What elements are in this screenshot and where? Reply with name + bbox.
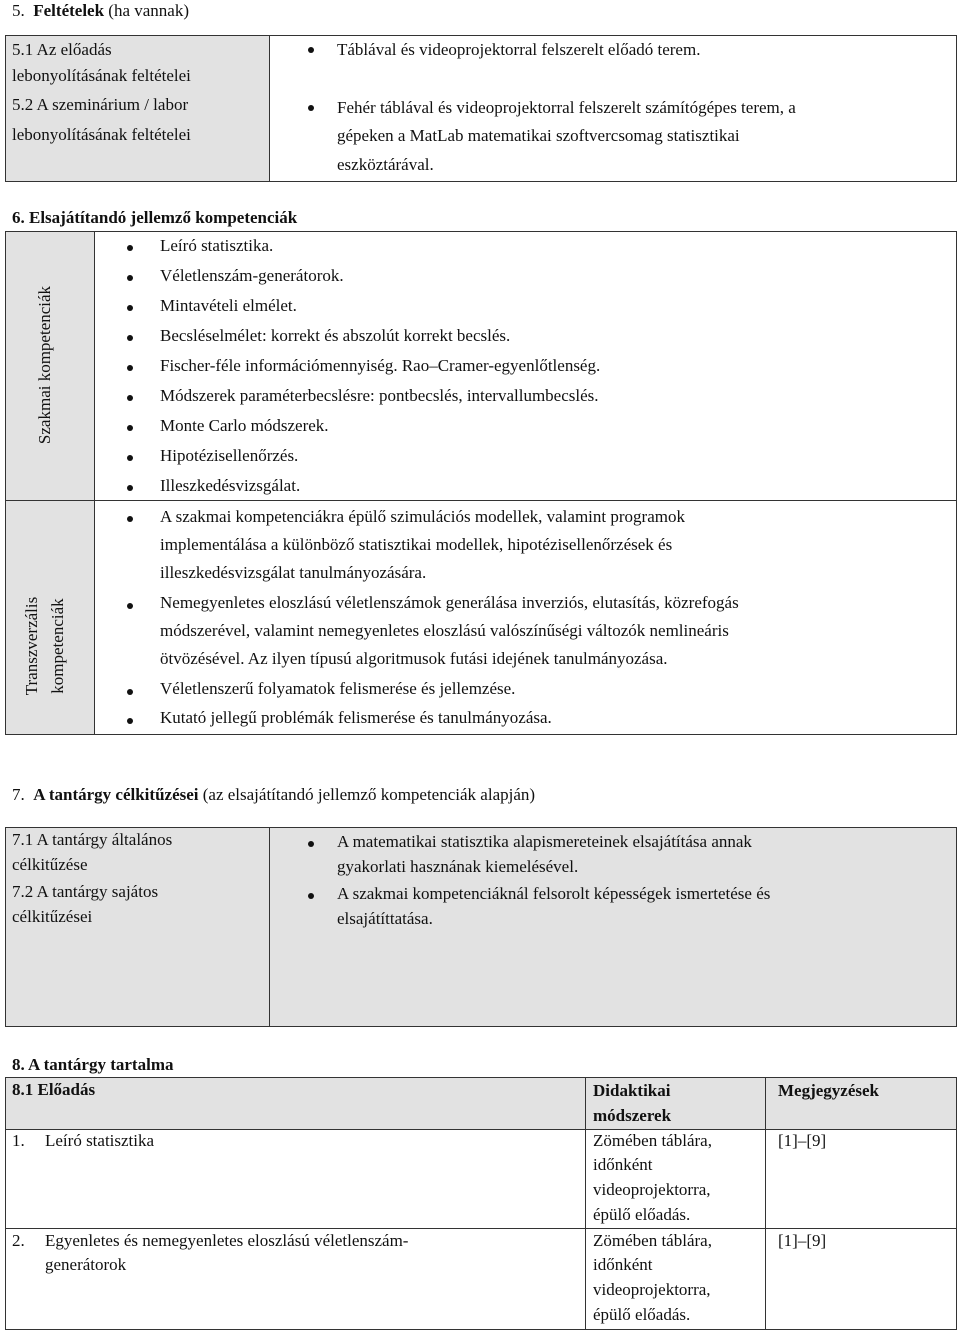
vertical-label-professional: Szakmai kompetenciák (35, 285, 54, 445)
bullet-icon (127, 689, 133, 695)
row-1-method-line1: Zömében táblára, (593, 1131, 712, 1150)
label-7-2a: 7.2 A tantárgy sajátos (12, 882, 159, 901)
row-2-topic-line1: Egyenletes és nemegyenletes eloszlású véletlenszám- (45, 1231, 409, 1250)
bullet-icon (127, 305, 133, 311)
trans-1-line3: illeszkedésvizsgálat tanulmányozására. (160, 563, 427, 582)
section-title-suffix: (az elsajátítandó jellemző kompetenciák alapján) (198, 785, 536, 804)
bullet-icon (127, 603, 133, 609)
header-methods-line2: módszerek (593, 1106, 672, 1125)
section-8-heading: 8. A tantárgy tartalma (12, 1055, 174, 1074)
s5-bullet-2-line3: eszköztárával. (337, 155, 434, 174)
vertical-label-transversal-line2: kompetenciák (48, 598, 67, 694)
vertical-label-transversal-line1: Transzverzális (22, 596, 41, 696)
bullet-icon (127, 455, 133, 461)
section-number: 7. (12, 785, 25, 804)
s7-bullet-1-line1: A matematikai statisztika alapismereteinek elsajátítása annak (337, 832, 752, 851)
row-1-method-line3: videoprojektorra, (593, 1180, 711, 1199)
bullet-icon (127, 718, 133, 724)
header-notes: Megjegyzések (778, 1081, 880, 1100)
section-5-heading (12, 0, 189, 24)
label-5-2b: lebonyolításának feltételei (12, 125, 191, 144)
s7-bullet-1-line2: gyakorlati hasznának kiemelésével. (337, 857, 579, 876)
prof-item-2: Véletlenszám-generátorok. (160, 266, 344, 285)
section-title: A tantárgy célkitűzései (33, 785, 199, 804)
s7-bullet-2-line2: elsajátíttatása. (337, 909, 433, 928)
trans-2-line3: ötvözésével. Az ilyen típusú algoritmusok futási idejének tanulmányozása. (160, 649, 668, 668)
s5-bullet-2-line2: gépeken a MatLab matematikai szoftvercsomag statisztikai (337, 126, 740, 145)
prof-item-7: Monte Carlo módszerek. (160, 416, 329, 435)
label-7-2b: célkitűzései (12, 907, 93, 926)
prof-item-4: Becsléselmélet: korrekt és abszolút korrekt becslés. (160, 326, 511, 345)
s5-bullet-1: Táblával és videoprojektorral felszerelt előadó terem. (337, 40, 701, 59)
prof-item-1: Leíró statisztika. (160, 236, 274, 255)
bullet-icon (308, 105, 314, 111)
trans-1-line1: A szakmai kompetenciákra épülő szimulációs modellek, valamint programok (160, 507, 685, 526)
bullet-icon (127, 516, 133, 522)
trans-4: Kutató jellegű problémák felismerése és tanulmányozása. (160, 708, 552, 727)
vertical-label-transversal (19, 566, 71, 726)
s7-bullet-2-line1: A szakmai kompetenciáknál felsorolt képességek ismertetése és (337, 884, 771, 903)
header-lecture: 8.1 Előadás (12, 1080, 96, 1099)
prof-item-9: Illeszkedésvizsgálat. (160, 476, 301, 495)
row-2-topic-line2: generátorok (45, 1255, 127, 1274)
bullet-icon (127, 275, 133, 281)
label-5-1a: 5.1 Az előadás (12, 40, 112, 59)
bullet-icon (127, 335, 133, 341)
row-2-method-line3: videoprojektorra, (593, 1280, 711, 1299)
bullet-icon (127, 395, 133, 401)
row-2-method-line1: Zömében táblára, (593, 1231, 712, 1250)
label-5-2a: 5.2 A szeminárium / labor (12, 95, 189, 114)
row-1-method-line2: időnként (593, 1155, 653, 1174)
label-7-1b: célkitűzése (12, 855, 88, 874)
trans-3: Véletlenszerű folyamatok felismerése és jellemzése. (160, 679, 516, 698)
trans-1-line2: implementálása a különböző statisztikai modellek, hipotézisellenőrzések és (160, 535, 673, 554)
row-2-number: 2. (12, 1231, 25, 1250)
section-7-heading (12, 782, 535, 808)
label-7-1a: 7.1 A tantárgy általános (12, 830, 173, 849)
bullet-icon (308, 841, 314, 847)
row-2-method-line2: időnként (593, 1255, 653, 1274)
s5-bullet-2-line1: Fehér táblával és videoprojektorral felszerelt számítógépes terem, a (337, 98, 796, 117)
prof-item-6: Módszerek paraméterbecslésre: pontbecslés, intervallumbecslés. (160, 386, 599, 405)
bullet-icon (127, 365, 133, 371)
row-1-method-line4: épülő előadás. (593, 1205, 691, 1224)
row-2-note: [1]–[9] (778, 1231, 827, 1250)
prof-item-8: Hipotézisellenőrzés. (160, 446, 299, 465)
section-number: 5. (12, 1, 25, 20)
bullet-icon (308, 47, 314, 53)
section-6-heading: 6. Elsajátítandó jellemző kompetenciák (12, 208, 298, 227)
bullet-icon (127, 425, 133, 431)
section-title-suffix: (ha vannak) (104, 1, 190, 20)
trans-2-line1: Nemegyenletes eloszlású véletlenszámok generálása inverziós, elutasítás, közrefogás (160, 593, 739, 612)
bullet-icon (127, 485, 133, 491)
trans-2-line2: módszerével, valamint nemegyenletes eloszlású valószínűségi változók nemlineáris (160, 621, 729, 640)
section-title: Feltételek (33, 1, 105, 20)
prof-item-3: Mintavételi elmélet. (160, 296, 297, 315)
row-1-note: [1]–[9] (778, 1131, 827, 1150)
row-1-topic: Leíró statisztika (45, 1131, 155, 1150)
bullet-icon (127, 245, 133, 251)
bullet-icon (308, 893, 314, 899)
prof-item-5: Fischer-féle információmennyiség. Rao–Cramer-egyenlőtlenség. (160, 356, 601, 375)
row-2-method-line4: épülő előadás. (593, 1305, 691, 1324)
row-1-number: 1. (12, 1131, 25, 1150)
label-5-1b: lebonyolításának feltételei (12, 66, 191, 85)
header-methods-line1: Didaktikai (593, 1081, 671, 1100)
